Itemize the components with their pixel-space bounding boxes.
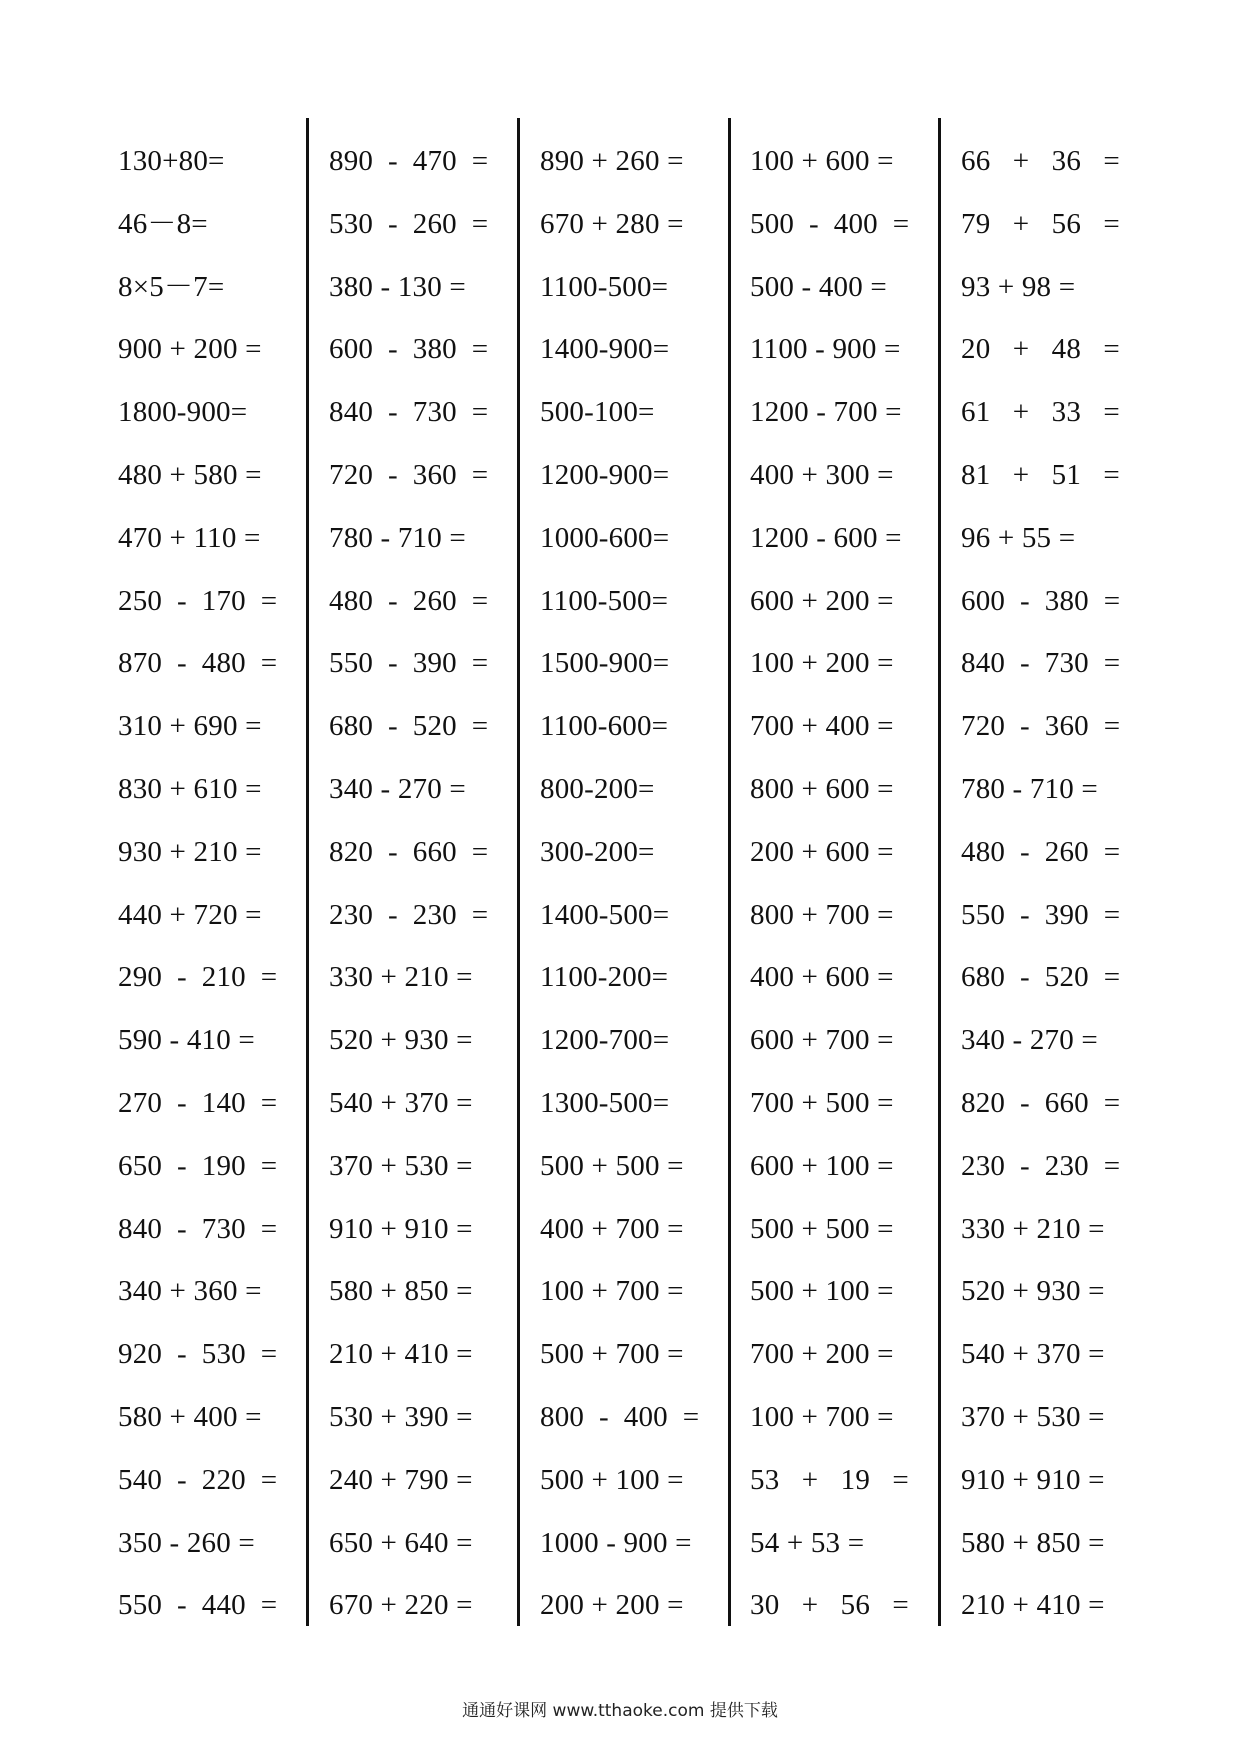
arithmetic-problem: 800 + 700 = [750,898,894,931]
arithmetic-problem: 600 + 200 = [750,584,894,617]
arithmetic-problem: 400 + 700 = [540,1212,684,1245]
arithmetic-problem: 370 + 530 = [961,1400,1105,1433]
arithmetic-problem: 370 + 530 = [329,1149,473,1182]
arithmetic-problem: 210 + 410 = [329,1338,473,1371]
arithmetic-problem: 650 - 190 = [118,1149,278,1182]
arithmetic-problem: 20 + 48 = [961,333,1120,366]
arithmetic-problem: 670 + 220 = [329,1589,473,1622]
arithmetic-problem: 66 + 36 = [961,145,1120,177]
arithmetic-problem: 480 - 260 = [329,584,489,617]
arithmetic-problem: 910 + 910 = [961,1463,1105,1496]
arithmetic-problem: 700 + 400 = [750,710,894,743]
arithmetic-problem: 920 - 530 = [118,1338,278,1371]
arithmetic-problem: 540 - 220 = [118,1463,278,1496]
arithmetic-problem: 200 + 200 = [540,1589,684,1622]
arithmetic-problem: 900 + 200 = [118,333,262,366]
arithmetic-problem: 93 + 98 = [961,270,1076,303]
problem-column-3 [540,130,750,1630]
arithmetic-problem: 230 - 230 = [329,898,489,931]
arithmetic-problem: 300-200= [540,835,655,868]
arithmetic-problem: 1100-500= [540,270,669,303]
arithmetic-problem: 100 + 700 = [540,1275,684,1308]
arithmetic-problem: 46－8= [118,207,208,240]
arithmetic-problem: 500 + 100 = [540,1463,684,1496]
arithmetic-problem: 1200 - 600 = [750,521,902,554]
arithmetic-problem: 590 - 410 = [118,1024,255,1057]
arithmetic-problem: 680 - 520 = [961,961,1121,994]
arithmetic-problem: 720 - 360 = [329,458,489,491]
arithmetic-problem: 240 + 790 = [329,1463,473,1496]
arithmetic-problem: 600 + 100 = [750,1149,894,1182]
arithmetic-problem: 100 + 700 = [750,1400,894,1433]
arithmetic-problem: 53 + 19 = [750,1463,909,1496]
arithmetic-problem: 500 - 400 = [750,270,887,303]
arithmetic-problem: 500 - 400 = [750,207,910,240]
arithmetic-problem: 520 + 930 = [961,1275,1105,1308]
arithmetic-problem: 840 - 730 = [961,647,1121,680]
arithmetic-problem: 1200 - 700 = [750,396,902,429]
arithmetic-problem: 130+80= [118,145,225,177]
arithmetic-problem: 470 + 110 = [118,521,261,554]
arithmetic-problem: 580 + 400 = [118,1400,262,1433]
arithmetic-problem: 800-200= [540,772,655,805]
arithmetic-problem: 30 + 56 = [750,1589,909,1622]
arithmetic-problem: 400 + 600 = [750,961,894,994]
arithmetic-problem: 830 + 610 = [118,772,262,805]
arithmetic-problem: 210 + 410 = [961,1589,1105,1622]
footer-credit: 通通好课网 www.tthaoke.com 提供下载 [462,1701,778,1721]
arithmetic-problem: 100 + 200 = [750,647,894,680]
arithmetic-problem: 480 - 260 = [961,835,1121,868]
arithmetic-problem: 580 + 850 = [329,1275,473,1308]
problem-column-2 [329,130,539,1630]
arithmetic-problem: 1000 - 900 = [540,1526,692,1559]
arithmetic-problem: 400 + 300 = [750,458,894,491]
arithmetic-problem: 340 - 270 = [961,1024,1098,1057]
arithmetic-problem: 1100-500= [540,584,669,617]
arithmetic-problem: 890 + 260 = [540,145,684,177]
arithmetic-problem: 890 - 470 = [329,145,489,177]
arithmetic-problem: 840 - 730 = [329,396,489,429]
arithmetic-problem: 1100-600= [540,710,669,743]
arithmetic-problem: 480 + 580 = [118,458,262,491]
arithmetic-problem: 780 - 710 = [329,521,466,554]
arithmetic-problem: 580 + 850 = [961,1526,1105,1559]
arithmetic-problem: 350 - 260 = [118,1526,255,1559]
arithmetic-problem: 820 - 660 = [961,1086,1121,1119]
arithmetic-problem: 1800-900= [118,396,248,429]
arithmetic-problem: 600 - 380 = [329,333,489,366]
arithmetic-problem: 550 - 440 = [118,1589,278,1622]
arithmetic-problem: 530 - 260 = [329,207,489,240]
arithmetic-problem: 340 + 360 = [118,1275,262,1308]
arithmetic-problem: 270 - 140 = [118,1086,278,1119]
arithmetic-problem: 1300-500= [540,1086,670,1119]
arithmetic-problem: 500-100= [540,396,655,429]
arithmetic-problem: 540 + 370 = [329,1086,473,1119]
arithmetic-problem: 8×5－7= [118,270,225,303]
arithmetic-problem: 930 + 210 = [118,835,262,868]
arithmetic-problem: 820 - 660 = [329,835,489,868]
arithmetic-problem: 380 - 130 = [329,270,466,303]
arithmetic-problem: 1400-900= [540,333,670,366]
arithmetic-problem: 1100 - 900 = [750,333,901,366]
arithmetic-problem: 500 + 500 = [540,1149,684,1182]
arithmetic-problem: 800 - 400 = [540,1400,700,1433]
arithmetic-problem: 500 + 100 = [750,1275,894,1308]
arithmetic-problem: 340 - 270 = [329,772,466,805]
arithmetic-problem: 500 + 700 = [540,1338,684,1371]
arithmetic-problem: 840 - 730 = [118,1212,278,1245]
arithmetic-problem: 530 + 390 = [329,1400,473,1433]
arithmetic-problem: 700 + 500 = [750,1086,894,1119]
problem-column-1 [118,130,328,1630]
arithmetic-problem: 79 + 56 = [961,207,1120,240]
arithmetic-problem: 310 + 690 = [118,710,262,743]
arithmetic-problem: 54 + 53 = [750,1526,865,1559]
arithmetic-problem: 1100-200= [540,961,669,994]
arithmetic-problem: 330 + 210 = [961,1212,1105,1245]
arithmetic-problem: 1200-700= [540,1024,670,1057]
arithmetic-problem: 440 + 720 = [118,898,262,931]
arithmetic-problem: 540 + 370 = [961,1338,1105,1371]
arithmetic-problem: 720 - 360 = [961,710,1121,743]
arithmetic-problem: 100 + 600 = [750,145,894,177]
arithmetic-problem: 1200-900= [540,458,670,491]
arithmetic-problem: 600 + 700 = [750,1024,894,1057]
arithmetic-problem: 1400-500= [540,898,670,931]
arithmetic-problem: 650 + 640 = [329,1526,473,1559]
arithmetic-problem: 680 - 520 = [329,710,489,743]
arithmetic-problem: 96 + 55 = [961,521,1076,554]
arithmetic-problem: 520 + 930 = [329,1024,473,1057]
arithmetic-problem: 1000-600= [540,521,670,554]
arithmetic-problem: 200 + 600 = [750,835,894,868]
arithmetic-problem: 910 + 910 = [329,1212,473,1245]
arithmetic-problem: 1500-900= [540,647,670,680]
arithmetic-problem: 61 + 33 = [961,396,1120,429]
arithmetic-problem: 600 - 380 = [961,584,1121,617]
arithmetic-problem: 550 - 390 = [961,898,1121,931]
arithmetic-problem: 250 - 170 = [118,584,278,617]
arithmetic-problem: 870 - 480 = [118,647,278,680]
arithmetic-problem: 81 + 51 = [961,458,1120,491]
problem-column-4 [750,130,960,1630]
arithmetic-problem: 290 - 210 = [118,961,278,994]
arithmetic-problem: 780 - 710 = [961,772,1098,805]
arithmetic-problem: 550 - 390 = [329,647,489,680]
arithmetic-problem: 330 + 210 = [329,961,473,994]
arithmetic-problem: 500 + 500 = [750,1212,894,1245]
problem-column-5 [961,130,1171,1630]
arithmetic-problem: 800 + 600 = [750,772,894,805]
arithmetic-problem: 670 + 280 = [540,207,684,240]
arithmetic-problem: 700 + 200 = [750,1338,894,1371]
arithmetic-problem: 230 - 230 = [961,1149,1121,1182]
